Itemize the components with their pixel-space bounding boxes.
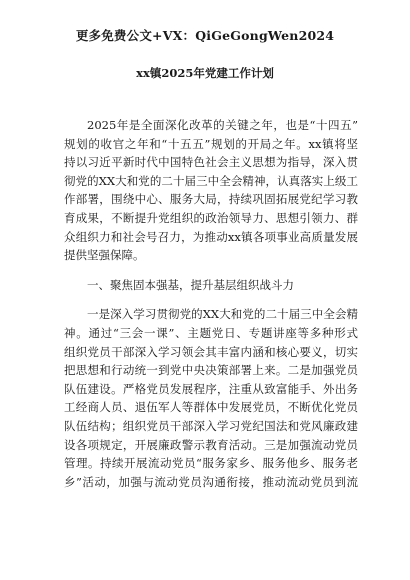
text-line: 管理。持续开展流动党员“服务家乡、服务他乡、服务老	[64, 456, 358, 471]
text-line: 规划的收官之年和“十五五”规划的开局之年。xx镇将坚	[64, 136, 358, 151]
document-body	[64, 116, 358, 491]
document-title: xx镇2025年党建工作计划	[136, 66, 274, 80]
text-line: 队伍建设。严格党员发展程序，注重从致富能手、外出务	[64, 381, 358, 396]
text-line: 队伍结构；组织党员干部深入学习党纪国法和党风廉政建	[64, 418, 358, 433]
text-line: 乡”活动，加强与流动党员沟通衔接，推动流动党员到流	[64, 474, 358, 489]
text-line: 育成果，不断提升党组织的政治领导力、思想引领力、群	[64, 210, 358, 225]
paragraph-section-one	[64, 305, 358, 491]
text-line: 作部署，围绕中心、服务大局，持续巩固拓展党纪学习教	[64, 192, 358, 207]
text-line: 众组织力和社会号召力，为推动xx镇各项事业高质量发展	[64, 229, 358, 244]
promo-banner: 更多免费公文+VX：QiGeGongWen2024	[75, 28, 335, 43]
text-line: 持以习近平新时代中国特色社会主义思想为指导，深入贯	[64, 155, 358, 170]
text-line: 把思想和行动统一到党中央决策部署上来。二是加强党员	[64, 363, 358, 378]
section-heading	[64, 276, 358, 295]
text-line: 一是深入学习贯彻党的XX大和党的二十届三中全会精	[87, 307, 358, 322]
text-line: 神。通过“三会一课”、主题党日、专题讲座等多种形式	[64, 325, 358, 340]
text-line: 组织党员干部深入学习领会其丰富内涵和核心要义，切实	[64, 344, 358, 359]
text-line: 2025年是全面深化改革的关键之年，也是“十四五”	[87, 118, 358, 132]
text-line: 工经商人员、退伍军人等群体中发展党员，不断优化党员	[64, 400, 358, 415]
text-line: 设各项规定，开展廉政警示教育活动。三是加强流动党员	[64, 437, 358, 452]
text-line: 提供坚强保障。	[64, 248, 145, 263]
heading-line: 一、聚焦固本强基，提升基层组织战斗力	[87, 277, 294, 292]
paragraph-intro	[64, 116, 358, 265]
text-line: 彻党的XX大和党的二十届三中全会精神，认真落实上级工	[64, 173, 358, 188]
